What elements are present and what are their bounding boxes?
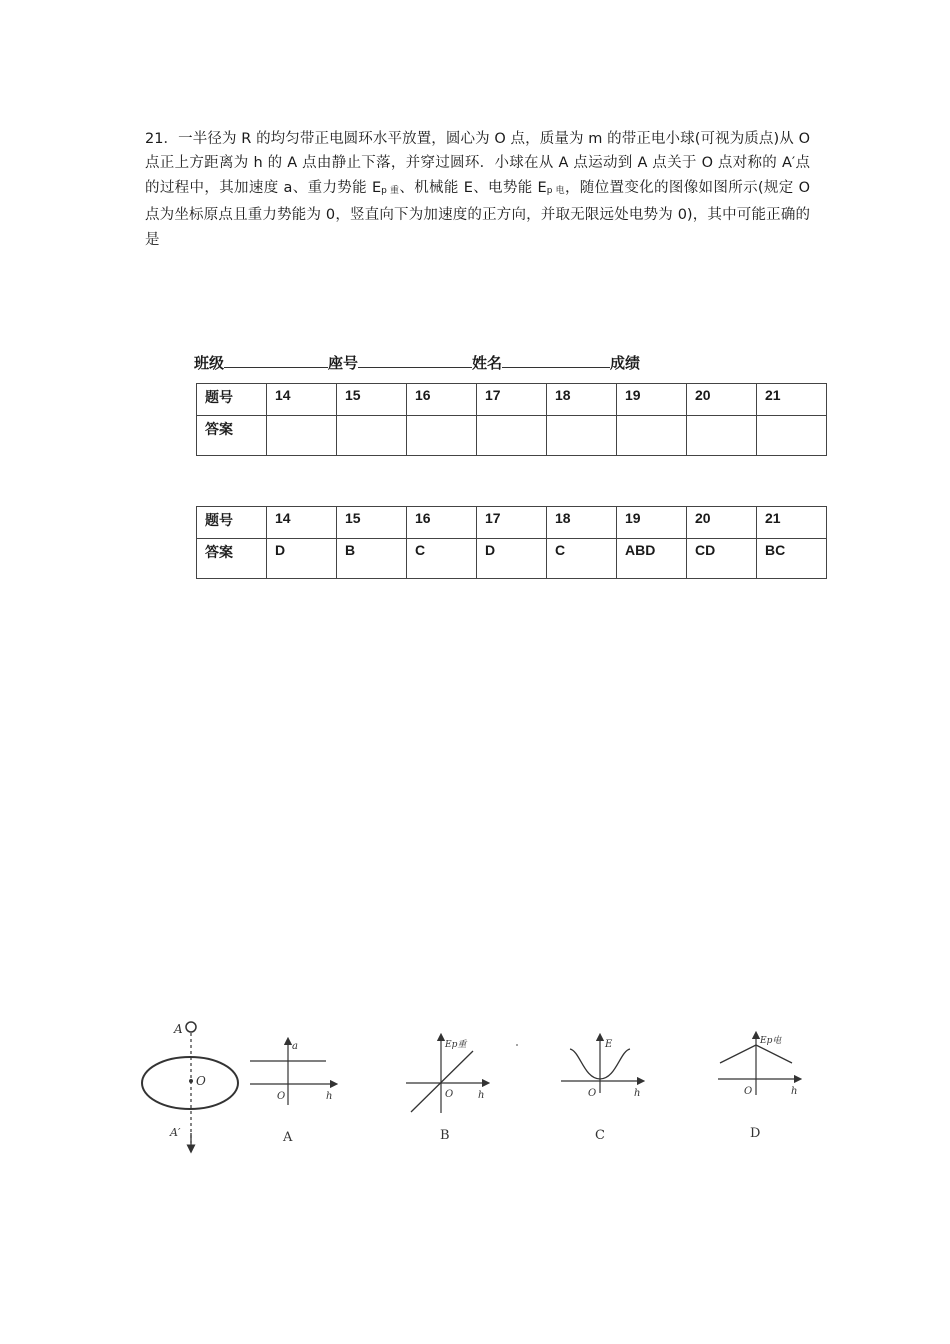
answer-blank-cell[interactable] [687,416,757,456]
question-part-3: ，随位置变化的图像如图所示(规定 O 点为坐标原点且重力势能为 0，竖直向下为加速度的正方向，并取无限远处电势为 0)，其中可能正确的是 [145,179,810,248]
subscript-gravity: p 重 [381,185,400,196]
answer-key-table [196,506,827,579]
origin-label: O [744,1086,753,1097]
figure-svg [138,1015,808,1155]
answer-blank-cell[interactable] [337,416,407,456]
question-part-2: 、机械能 E、电势能 E [399,179,547,196]
answer-blank-cell[interactable] [407,416,477,456]
number-cell: 15 [337,384,407,416]
table-row [197,507,827,539]
answer-blank-cell[interactable] [477,416,547,456]
label-o: O [196,1074,206,1088]
y-axis-label: Ep电 [760,1036,782,1046]
score-label: 成绩 [610,354,641,372]
number-cell: 17 [477,507,547,539]
number-cell: 14 [267,507,337,539]
caption-b: B [440,1128,450,1143]
answer-label-cell: 答案 [197,539,267,579]
graph-b [406,1037,486,1143]
graph-d [718,1035,798,1141]
caption-d: D [750,1126,761,1141]
answer-cell: CD [687,539,757,579]
ring-figure [142,1022,238,1149]
table-row [197,539,827,579]
center-point [189,1079,193,1083]
origin-label: O [445,1089,454,1100]
ball-icon [186,1022,196,1032]
x-axis-label: h [478,1090,485,1101]
label-a-prime: A′ [170,1126,181,1139]
y-axis-label: a [292,1041,298,1052]
graph-curve [411,1051,473,1112]
name-label: 姓名 [472,354,503,372]
graph-a [250,1041,334,1145]
charged-ring [142,1057,238,1109]
number-cell: 16 [407,507,477,539]
x-axis-label: h [634,1088,641,1099]
y-axis-label: E [605,1039,613,1050]
stray-dot [516,1044,518,1046]
header-cell: 题号 [197,507,267,539]
answer-cell: ABD [617,539,687,579]
number-cell: 19 [617,384,687,416]
answer-cell: D [477,539,547,579]
x-axis-label: h [326,1091,333,1102]
answer-cell: D [267,539,337,579]
x-axis-label: h [791,1086,798,1097]
answer-label-cell: 答案 [197,416,267,456]
name-blank[interactable] [502,353,610,368]
table-row [197,416,827,456]
number-cell: 15 [337,507,407,539]
seat-blank[interactable] [358,353,472,368]
answer-blank-cell[interactable] [267,416,337,456]
number-cell: 19 [617,507,687,539]
number-cell: 17 [477,384,547,416]
number-cell: 20 [687,507,757,539]
answer-cell: C [407,539,477,579]
caption-a: A [283,1130,293,1145]
answer-blank-cell[interactable] [757,416,827,456]
answer-blank-cell[interactable] [547,416,617,456]
class-label: 班级 [194,354,225,372]
table-row [197,384,827,416]
question-text [145,127,810,252]
number-cell: 20 [687,384,757,416]
header-cell: 题号 [197,384,267,416]
answer-cell: BC [757,539,827,579]
origin-label: O [588,1088,597,1099]
question-part-1: 21．一半径为 R 的均匀带正电圆环水平放置，圆心为 O 点，质量为 m 的带正电小球(可视为质点)从 O 点正上方距离为 h 的 A 点由静止下落，并穿过圆环．小球在从 A 点运动到 A 点关于 O 点对称的 A′点的过程中，其加速度 a、重力势能 E [145,131,810,196]
subscript-electric: p 电 [546,185,565,196]
answer-cell: B [337,539,407,579]
graph-c [561,1037,641,1143]
number-cell: 18 [547,384,617,416]
answer-sheet-table [196,383,827,456]
number-cell: 21 [757,384,827,416]
number-cell: 14 [267,384,337,416]
figure-strip [138,1015,808,1159]
answer-cell: C [547,539,617,579]
seat-label: 座号 [328,354,359,372]
number-cell: 21 [757,507,827,539]
caption-c: C [595,1128,605,1143]
y-axis-label: Ep重 [445,1040,467,1050]
origin-label: O [277,1091,286,1102]
class-blank[interactable] [224,353,328,368]
label-a: A [174,1022,183,1036]
number-cell: 16 [407,384,477,416]
number-cell: 18 [547,507,617,539]
student-info-line [194,352,640,373]
answer-blank-cell[interactable] [617,416,687,456]
